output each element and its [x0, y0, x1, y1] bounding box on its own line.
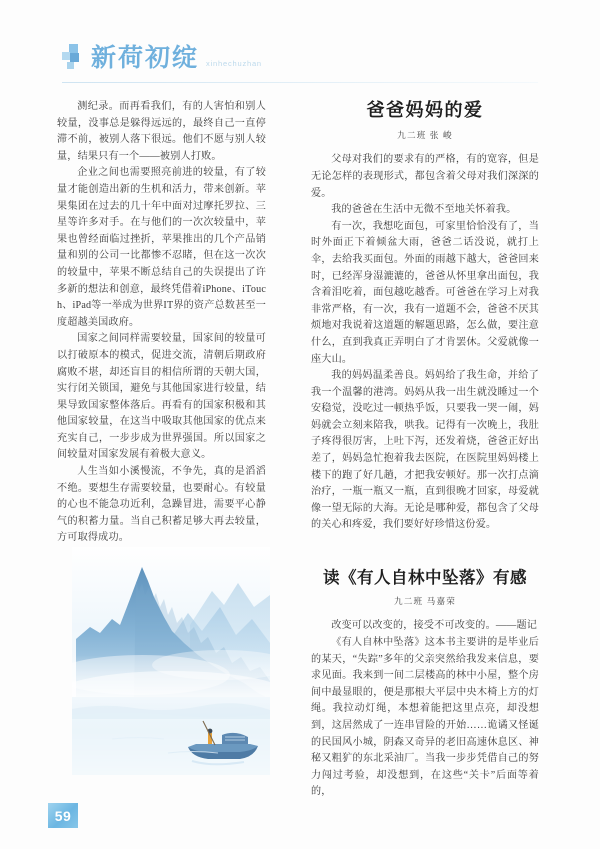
masthead-title: 新荷初绽 — [91, 44, 200, 72]
left-column — [57, 99, 266, 547]
paragraph: 人生当如小溪慢流，不争先，真的是滔滔不绝。要想生存需要较量，也要耐心。有较量的心也不能急功近利，急躁冒进，需要平心静气的积蓄力量。当自己积蓄足够大再去较量，方可取得成功。 — [57, 466, 266, 544]
paragraph: 测纪录。而再看我们，有的人害怕和别人较量，没事总是躲得远远的，最终自己一直停滞不前，被别人落下很远。他们不愿与别人较量，结果只有一个——被别人打败。 — [57, 101, 266, 162]
article-spacer — [311, 534, 539, 567]
paragraph: 我的妈妈温柔善良。妈妈给了我生命，并给了我一个温馨的港湾。妈妈从我一出生就没睡过一个安稳觉，没吃过一顿热乎饭，只要我一哭一闹，妈妈就会立刻来陪我，哄我。记得有一次晚上，我肚子疼得很厉害，上吐下泻，还发着烧，爸爸正好出差了，妈妈急忙抱着我去医院，在医院里妈妈楼上楼下的跑了好几趟，才把我安顿好。那一次打点滴治疗，一瓶一瓶又一瓶，直到很晚才回家，母爱就像一望无际的大海。无论是哪种爱，都包含了父母的关心和疼爱，我们要好好珍惜这份爱。 — [311, 370, 539, 531]
masthead-pinyin: xinhechuzhan — [206, 59, 262, 68]
ink-wash-illustration — [72, 547, 270, 775]
paragraph: 父母对我们的要求有的严格，有的宽容，但是无论怎样的表现形式，都包含着父母对我们深深的爱。 — [311, 154, 539, 199]
article-title: 读《有人自林中坠落》有感 — [323, 568, 527, 588]
article-byline: 九二班 马嘉荣 — [393, 596, 457, 607]
paragraph: 《有人自林中坠落》这本书主要讲的是毕业后的某天，“失踪”多年的父亲突然给我发来信息，要求见面。我来到一间二层楼高的林中小屋，整个房间中最显眼的，便是那根大平层中央木椅上方的灯绳。我拉动灯绳，本想着能把这里点亮，却没想到，这居然成了一连串冒险的开始……诡谲又怪诞的民国风小城，阴森又奇异的老旧高速休息区、神秘又粗犷的东北采油厂。当我一步步凭借自己的努力闯过考验，却没想到，在这些“关卡”后面等着的， — [311, 637, 539, 798]
masthead — [0, 44, 600, 88]
masthead-divider — [62, 82, 538, 83]
article-byline: 九二班 张 峻 — [397, 130, 453, 141]
paragraph: 国家之间同样需要较量，国家间的较量可以打破原本的模式，促进交流，清朝后期政府腐败不堪，却还盲目的相信所谓的天朝大国，实行闭关锁国，避免与其他国家进行较量，结果导致国家整体落后。再看有的国家积极和其他国家较量，在这当中吸取其他国家的优点来充实自己，一步步成为世界强国。所以国家之间较量对国家发展有着极大意义。 — [57, 333, 266, 461]
right-column — [311, 99, 539, 801]
paragraph: 我的爸爸在生活中无微不至地关怀着我。 — [331, 204, 517, 216]
article-title: 爸爸妈妈的爱 — [366, 100, 484, 120]
four-squares-logo-icon — [62, 44, 84, 68]
page-number: 59 — [48, 803, 78, 828]
masthead-brand — [62, 44, 262, 71]
paragraph: 有一次，我想吃面包，可家里恰恰没有了，当时外面正下着倾盆大雨，爸爸二话没说，就打上伞，去给我买面包。外面的雨越下越大，爸爸回来时，已经浑身湿漉漉的，爸爸从怀里拿出面包，我含着泪吃着，面包越吃越香。可爸爸在学习上对我非常严格，有一次，我有一道题不会，爸爸不厌其烦地对我说着这道题的解题思路，怎么做，要注意什么，直到我真正弄明白了才肯罢休。父爱就像一座大山。 — [311, 220, 539, 365]
paragraph: 改变可以改变的，接受不可改变的。——题记 — [331, 620, 538, 632]
paragraph: 企业之间也需要照亮前进的较量，有了较量才能创造出新的生机和活力，带来创新。苹果集团在过去的几十年中面对过摩托罗拉、三星等许多对手。在与他们的一次次较量中，苹果也曾经面临过挫折，苹果推出的几个产品销量和别的公司一比都惨不忍睹，但在这一次次的较量中，苹果不断总结自己的失误提出了许多新的想法和创意，最终凭借着iPhone、iTouch、iPad等一举成为世界IT界的资产总数甚至一度超越美国政府。 — [57, 167, 266, 328]
